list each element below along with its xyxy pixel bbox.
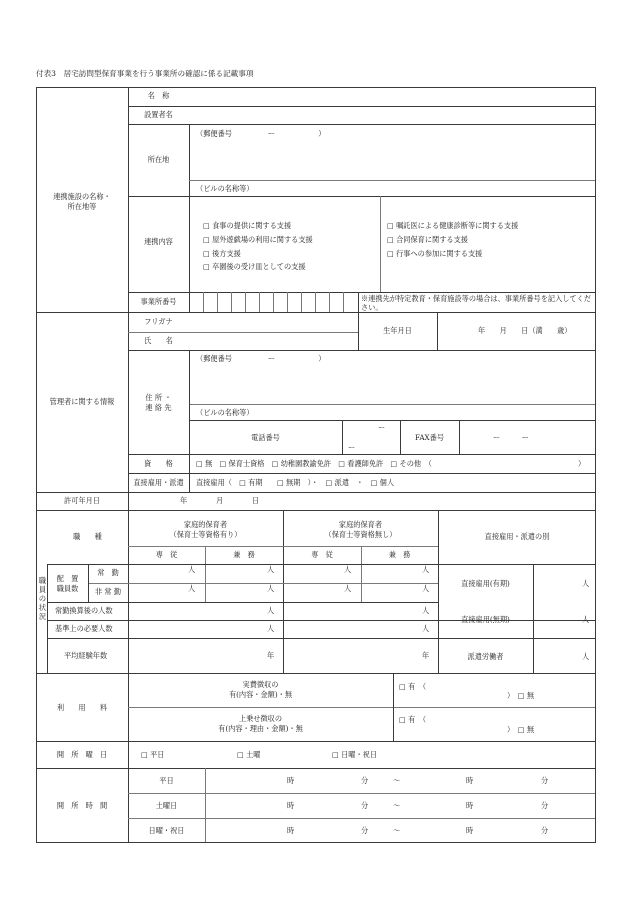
staff-direct-permanent-label: 直接雇用(無期) — [461, 615, 510, 624]
staff-jokin-g1-sen[interactable]: 人 — [188, 565, 196, 574]
permit-date-format[interactable]: 年 月 日 — [180, 496, 260, 505]
manager-qual-label: 資 格 — [144, 459, 173, 468]
renkei-name-label: 名 称 — [147, 91, 170, 100]
fee-actual-yes[interactable]: □ 有 （ — [399, 682, 427, 691]
open-days-weekday[interactable]: □ 平日 — [141, 750, 165, 759]
staff-hijokin-g1-ken[interactable]: 人 — [267, 584, 275, 593]
manager-furigana-input[interactable] — [190, 313, 357, 331]
manager-postal-line[interactable]: （郵便番号 ー ） — [196, 354, 326, 363]
manager-dob-format[interactable]: 年 月 日（満 歳） — [478, 326, 572, 335]
fee-actual-no[interactable]: ） □ 無 — [507, 691, 535, 700]
staff-jokin-g1-ken[interactable]: 人 — [267, 565, 275, 574]
staff-group2-header: 家庭的保育者 （保育士等資格無し） — [324, 520, 397, 539]
open-hours-weekday-start-hour[interactable]: 時 — [287, 776, 295, 785]
open-days-label: 開 所 曜 日 — [56, 750, 108, 759]
renkei-office-number-input[interactable] — [190, 293, 357, 311]
fee-extra-label: 上乗せ徴収の 有(内容・理由・金額)・無 — [218, 714, 303, 733]
staff-sen-1: 専 従 — [155, 550, 178, 559]
staff-hijokin-label: 非 常 勤 — [94, 587, 122, 596]
manager-phone-dash-lower: ー — [348, 443, 356, 452]
renkei-option-graduation[interactable]: □ 卒園後の受け皿としての支援 — [203, 262, 306, 271]
open-hours-weekday-tilde: 〜 — [393, 776, 401, 785]
open-hours-weekday-start-min[interactable]: 分 — [361, 776, 369, 785]
staff-hijokin-g2-ken[interactable]: 人 — [422, 584, 430, 593]
open-hours-saturday-start-min[interactable]: 分 — [361, 801, 369, 810]
staff-direct-header: 直接雇用・派遣の別 — [484, 532, 550, 541]
manager-name-label: 氏 名 — [144, 336, 173, 345]
staff-direct-fixed-value[interactable]: 人 — [582, 579, 590, 588]
open-hours-sunday-start-hour[interactable]: 時 — [287, 826, 295, 835]
staff-direct-permanent-value[interactable]: 人 — [582, 615, 590, 624]
staff-job-label: 職 種 — [73, 532, 102, 541]
staff-jokin-g2-sen[interactable]: 人 — [344, 565, 352, 574]
manager-address-label: 住 所 ・ 連 絡 先 — [145, 393, 172, 412]
renkei-office-number-label: 事業所番号 — [140, 297, 177, 306]
open-hours-weekday-end-hour[interactable]: 時 — [466, 776, 474, 785]
renkei-office-number-note: ※連携先が特定教育・保育施設等の場合は、事業所番号を記入してください。 — [361, 294, 592, 312]
staff-required-g2[interactable]: 人 — [422, 624, 430, 633]
open-days-saturday[interactable]: □ 土曜 — [237, 750, 261, 759]
manager-building-label[interactable]: （ビルの名称等） — [196, 408, 254, 417]
open-hours-sunday-start-min[interactable]: 分 — [361, 826, 369, 835]
renkei-founder-input[interactable] — [190, 107, 594, 123]
renkei-option-backup[interactable]: □ 後方支援 — [203, 249, 241, 258]
open-hours-saturday-end-min[interactable]: 分 — [541, 801, 549, 810]
manager-dob-label: 生年月日 — [383, 326, 412, 335]
open-hours-weekday-label: 平日 — [159, 776, 174, 785]
staff-fte-label: 常勤換算後の人数 — [55, 606, 113, 615]
manager-name-input[interactable] — [190, 333, 357, 349]
staff-jokin-label: 常 勤 — [97, 568, 119, 577]
renkei-name-input[interactable] — [190, 88, 594, 105]
staff-hijokin-g1-sen[interactable]: 人 — [188, 584, 196, 593]
staff-avg-g2[interactable]: 年 — [422, 651, 430, 660]
manager-fax-label: FAX番号 — [414, 433, 445, 442]
open-hours-sunday-end-min[interactable]: 分 — [541, 826, 549, 835]
staff-hijokin-g2-sen[interactable]: 人 — [344, 584, 352, 593]
renkei-address-label: 所在地 — [147, 155, 170, 164]
renkei-content-label: 連携内容 — [144, 237, 173, 246]
fee-extra-no[interactable]: ） □ 無 — [507, 725, 535, 734]
manager-phone-label: 電話番号 — [251, 433, 280, 442]
staff-ken-2: 兼 務 — [388, 550, 411, 559]
staff-section-label: 職員の状況 — [38, 576, 47, 621]
renkei-option-playground[interactable]: □ 屋外遊戯場の利用に関する支援 — [203, 235, 313, 244]
staff-ken-1: 兼 務 — [233, 550, 255, 559]
manager-employment-label: 直接雇用・派遣 — [133, 478, 184, 487]
renkei-section-label: 連携施設の名称・ 所在地等 — [53, 192, 111, 211]
staff-jokin-g2-ken[interactable]: 人 — [422, 565, 430, 574]
fee-label: 利 用 料 — [56, 703, 108, 712]
staff-required-label: 基準上の必要人数 — [55, 624, 113, 633]
page-title: 付表3 居宅訪問型保育事業を行う事業所の確認に係る記載事項 — [36, 69, 254, 78]
staff-fte-g2[interactable]: 人 — [422, 606, 430, 615]
staff-dispatch-value[interactable]: 人 — [582, 652, 590, 661]
manager-qual-options[interactable]: □ 無 □ 保育士資格 □ 幼稚園教諭免許 □ 看護師免許 □ その他 （ — [196, 459, 432, 468]
renkei-postal-line[interactable]: （郵便番号 ー ） — [196, 129, 326, 138]
staff-direct-fixed-label: 直接雇用(有期) — [461, 579, 510, 588]
open-hours-sunday-label: 日曜・祝日 — [148, 826, 185, 835]
open-hours-sunday-end-hour[interactable]: 時 — [466, 826, 474, 835]
manager-section-label: 管理者に関する情報 — [49, 397, 115, 406]
renkei-founder-label: 設置者名 — [144, 110, 173, 119]
open-hours-weekday-end-min[interactable]: 分 — [541, 776, 549, 785]
renkei-option-meal[interactable]: □ 食事の提供に関する支援 — [203, 221, 292, 230]
manager-qual-close: ） — [578, 459, 586, 468]
staff-avg-g1[interactable]: 年 — [267, 651, 275, 660]
permit-label: 許可年月日 — [64, 496, 100, 505]
staff-required-g1[interactable]: 人 — [267, 624, 275, 633]
manager-fax-format[interactable]: ー ー — [493, 433, 529, 442]
manager-phone-dash-upper: ー — [378, 423, 386, 432]
manager-furigana-label: フリガナ — [144, 317, 173, 326]
open-hours-saturday-start-hour[interactable]: 時 — [287, 801, 295, 810]
open-hours-saturday-label: 土曜日 — [155, 801, 178, 810]
staff-group1-header: 家庭的保育者 （保育士等資格有り） — [169, 520, 242, 539]
open-hours-saturday-tilde: 〜 — [393, 801, 401, 810]
fee-actual-label: 実費徴収の 有(内容・金額)・無 — [228, 680, 293, 699]
fee-extra-yes[interactable]: □ 有 （ — [399, 715, 427, 724]
staff-haichi-label: 配 置 職員数 — [56, 574, 79, 593]
renkei-building-label[interactable]: （ビルの名称等） — [196, 184, 254, 193]
open-hours-sunday-tilde: 〜 — [393, 826, 401, 835]
staff-fte-g1[interactable]: 人 — [267, 606, 275, 615]
open-days-sunday[interactable]: □ 日曜・祝日 — [332, 750, 378, 759]
renkei-option-joint[interactable]: □ 合同保育に関する支援 — [387, 235, 468, 244]
open-hours-saturday-end-hour[interactable]: 時 — [466, 801, 474, 810]
staff-dispatch-label: 派遣労働者 — [467, 652, 504, 661]
staff-sen-2: 専 従 — [311, 550, 333, 559]
manager-employment-options[interactable]: 直接雇用（ □ 有期 □ 無期 ）・ □ 派遣 ・ □ 個人 — [196, 478, 395, 487]
staff-avg-label: 平均経験年数 — [64, 651, 108, 660]
renkei-option-event[interactable]: □ 行事への参加に関する支援 — [387, 249, 483, 258]
open-hours-label: 開 所 時 間 — [56, 801, 108, 810]
renkei-option-health[interactable]: □ 嘱託医による健康診断等に関する支援 — [387, 221, 519, 230]
